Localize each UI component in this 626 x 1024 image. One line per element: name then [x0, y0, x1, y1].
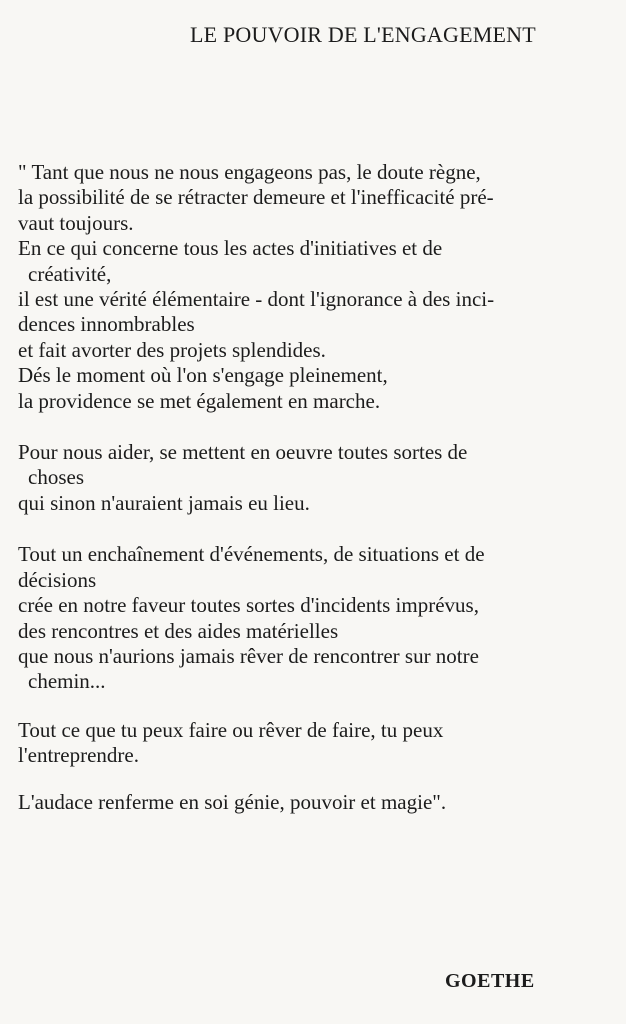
- author-signature: GOETHE: [445, 970, 535, 992]
- text-line: dences innombrables: [18, 312, 195, 337]
- text-line: " Tant que nous ne nous engageons pas, le doute règne,: [18, 160, 481, 184]
- paragraph-spacer: [18, 414, 618, 440]
- text-line: et fait avorter des projets splendides.: [18, 337, 326, 362]
- text-line: crée en notre faveur toutes sortes d'incidents imprévus,: [18, 593, 479, 618]
- text-line: des rencontres et des aides matérielles: [18, 618, 339, 643]
- text-line: L'audace renferme en soi génie, pouvoir et magie".: [18, 789, 447, 814]
- text-line: En ce qui concerne tous les actes d'initiatives et de: [18, 236, 443, 261]
- text-line: Dés le moment où l'on s'engage pleinement,: [18, 363, 388, 388]
- text-line: choses: [28, 465, 84, 490]
- text-line: il est une vérité élémentaire - dont l'ignorance à des inci-: [18, 287, 495, 312]
- paragraph-3: [18, 542, 618, 694]
- paragraph-4: [18, 718, 618, 769]
- text-line: Tout un enchaînement d'événements, de situations et de: [18, 542, 485, 567]
- text-line: créativité,: [28, 261, 112, 286]
- paragraph-1: [18, 160, 618, 414]
- text-line: la possibilité de se rétracter demeure et l'inefficacité pré-: [18, 185, 494, 210]
- quote-body: [18, 160, 618, 815]
- text-line: la providence se met également en marche.: [18, 388, 381, 413]
- text-line: chemin...: [28, 669, 106, 694]
- text-line: Tout ce que tu peux faire ou rêver de faire, tu peux: [18, 717, 444, 742]
- paragraph-spacer: [18, 516, 618, 542]
- paragraph-5: [18, 790, 618, 815]
- text-line: vaut toujours.: [18, 210, 134, 235]
- text-line: que nous n'aurions jamais rêver de rencontrer sur notre: [18, 643, 479, 668]
- paragraph-2: [18, 440, 618, 516]
- text-line: qui sinon n'auraient jamais eu lieu.: [18, 490, 310, 515]
- paragraph-spacer: [18, 695, 618, 718]
- text-line: décisions: [18, 567, 97, 592]
- text-line: Pour nous aider, se mettent en oeuvre toutes sortes de: [18, 440, 468, 465]
- page-title: LE POUVOIR DE L'ENGAGEMENT: [190, 22, 536, 47]
- paragraph-spacer: [18, 769, 618, 790]
- text-line: l'entreprendre.: [18, 743, 139, 768]
